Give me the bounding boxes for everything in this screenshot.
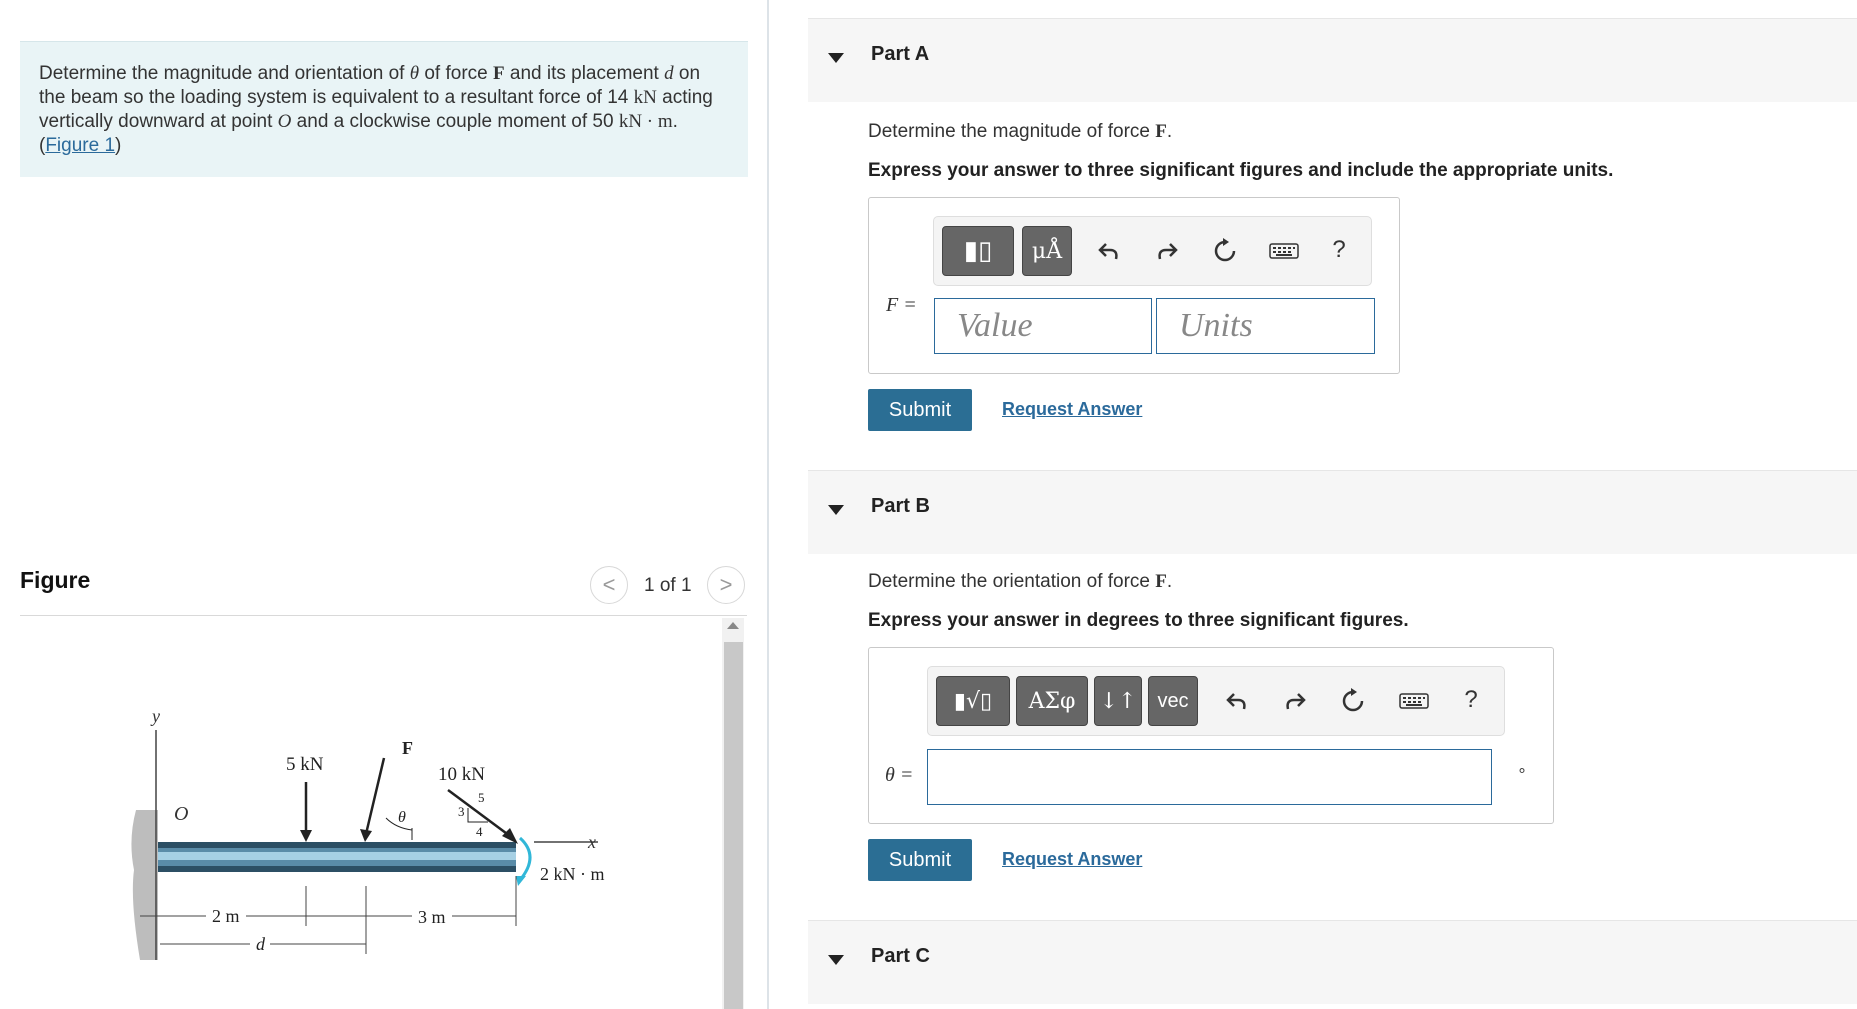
value-input[interactable] (934, 298, 1152, 354)
undo-icon[interactable] (1222, 686, 1252, 716)
slope-4-label: 4 (476, 824, 483, 839)
help-icon[interactable]: ? (1332, 236, 1346, 263)
part-b-question (868, 571, 1172, 593)
part-a-title: Part A (871, 43, 930, 65)
unit-kN: kN (633, 87, 657, 108)
part-a-answer-label: F = (886, 294, 917, 316)
caret-down-icon (828, 53, 844, 63)
vector-button[interactable]: vec (1148, 676, 1198, 726)
question-text: Determine the magnitude of force (868, 121, 1156, 142)
problem-text: and a clockwise couple moment of 50 (291, 111, 619, 132)
chevron-right-icon: > (719, 572, 733, 597)
units-button[interactable]: μÅ (1022, 226, 1072, 276)
next-figure-button[interactable] (707, 566, 745, 604)
part-a-question (868, 121, 1172, 143)
part-b-request-answer-link[interactable]: Request Answer (1002, 849, 1143, 869)
dimension-3m-label: 3 m (418, 907, 446, 927)
chevron-left-icon: < (602, 572, 616, 597)
force-symbol: F (1155, 121, 1167, 142)
part-a-submit-button[interactable]: Submit (868, 389, 972, 431)
part-c-title: Part C (871, 945, 930, 967)
figure-divider (20, 615, 747, 616)
load-10kN-label: 10 kN (438, 764, 485, 785)
question-text: . (1166, 571, 1173, 592)
part-a-answer-box (868, 197, 1400, 374)
theta-input[interactable] (927, 749, 1492, 805)
problem-text: . ( (39, 111, 678, 156)
unit-kNm: kN · m (618, 111, 673, 132)
greek-symbols-button[interactable]: ΑΣφ (1016, 676, 1088, 726)
dimension-2m-label: 2 m (212, 906, 240, 926)
part-a-toolbar (933, 216, 1372, 286)
template-root-button[interactable]: ▮√▯ (936, 676, 1010, 726)
part-a-request-answer-link[interactable]: Request Answer (1002, 399, 1143, 419)
figure-counter: 1 of 1 (644, 575, 692, 596)
part-b-answer-label: θ = (885, 764, 914, 786)
part-c-header[interactable] (808, 920, 1857, 1004)
y-axis-label: y (152, 706, 160, 726)
keyboard-icon[interactable] (1396, 686, 1432, 716)
origin-label: O (174, 803, 189, 825)
caret-down-icon (828, 505, 844, 515)
o-symbol: O (277, 111, 292, 132)
d-symbol: d (664, 63, 674, 84)
pane-divider (767, 0, 769, 1009)
units-input[interactable] (1156, 298, 1375, 354)
problem-text: and its placement (504, 63, 665, 84)
caret-down-icon (828, 955, 844, 965)
part-a-header[interactable] (808, 18, 1857, 102)
redo-icon[interactable] (1280, 686, 1310, 716)
arrows-button[interactable]: ↓↑ (1094, 676, 1142, 726)
reset-icon[interactable] (1338, 686, 1368, 716)
part-b-instruction: Express your answer in degrees to three significant figures. (868, 610, 1409, 631)
moment-arrow (520, 838, 530, 880)
keyboard-icon[interactable] (1266, 236, 1302, 266)
load-F-label: F (402, 738, 413, 758)
problem-statement (20, 41, 748, 177)
problem-text: ) (115, 135, 122, 156)
question-text: Determine the orientation of force (868, 571, 1156, 592)
degree-unit: ∘ (1517, 762, 1528, 779)
previous-figure-button[interactable] (590, 566, 628, 604)
question-text: . (1166, 121, 1173, 142)
beam-highlight (158, 852, 516, 860)
force-symbol: F (493, 63, 505, 84)
problem-text: acting vertically downward at point (39, 87, 713, 132)
dimension-d-label: d (256, 934, 265, 954)
template-button[interactable]: ▮▯ (942, 226, 1014, 276)
part-a-instruction: Express your answer to three significant figures and include the appropriate units. (868, 160, 1614, 181)
beam-top-edge (158, 842, 516, 848)
wall-support (131, 810, 158, 960)
figure-link[interactable]: Figure 1 (45, 135, 116, 156)
part-b-title: Part B (871, 495, 930, 517)
beam-bottom-edge (158, 866, 516, 872)
part-b-submit-button[interactable]: Submit (868, 839, 972, 881)
scroll-up-arrow-icon[interactable] (727, 622, 739, 629)
force-symbol: F (1155, 571, 1167, 592)
problem-text: on the beam so the loading system is equivalent to a resultant force of 14 (39, 63, 701, 108)
part-b-toolbar (927, 666, 1505, 736)
slope-3-label: 3 (458, 804, 465, 819)
load-F-arrow (366, 758, 384, 834)
theta-symbol: θ (409, 63, 420, 84)
undo-icon[interactable] (1094, 236, 1124, 266)
moment-label: 2 kN · m (540, 864, 605, 884)
beam-figure (100, 690, 640, 970)
reset-icon[interactable] (1210, 236, 1240, 266)
figure-scrollbar-thumb[interactable] (724, 642, 743, 1009)
redo-icon[interactable] (1152, 236, 1182, 266)
theta-label: θ (398, 809, 406, 826)
x-axis-label: x (588, 832, 596, 852)
part-b-header[interactable] (808, 470, 1857, 554)
problem-text: Determine the magnitude and orientation of (39, 63, 410, 84)
figure-heading: Figure (20, 567, 91, 593)
help-icon[interactable]: ? (1464, 686, 1478, 713)
part-b-answer-box (868, 647, 1554, 824)
slope-5-label: 5 (478, 790, 485, 805)
problem-text: of force (419, 63, 493, 84)
load-5kN-label: 5 kN (286, 754, 324, 775)
